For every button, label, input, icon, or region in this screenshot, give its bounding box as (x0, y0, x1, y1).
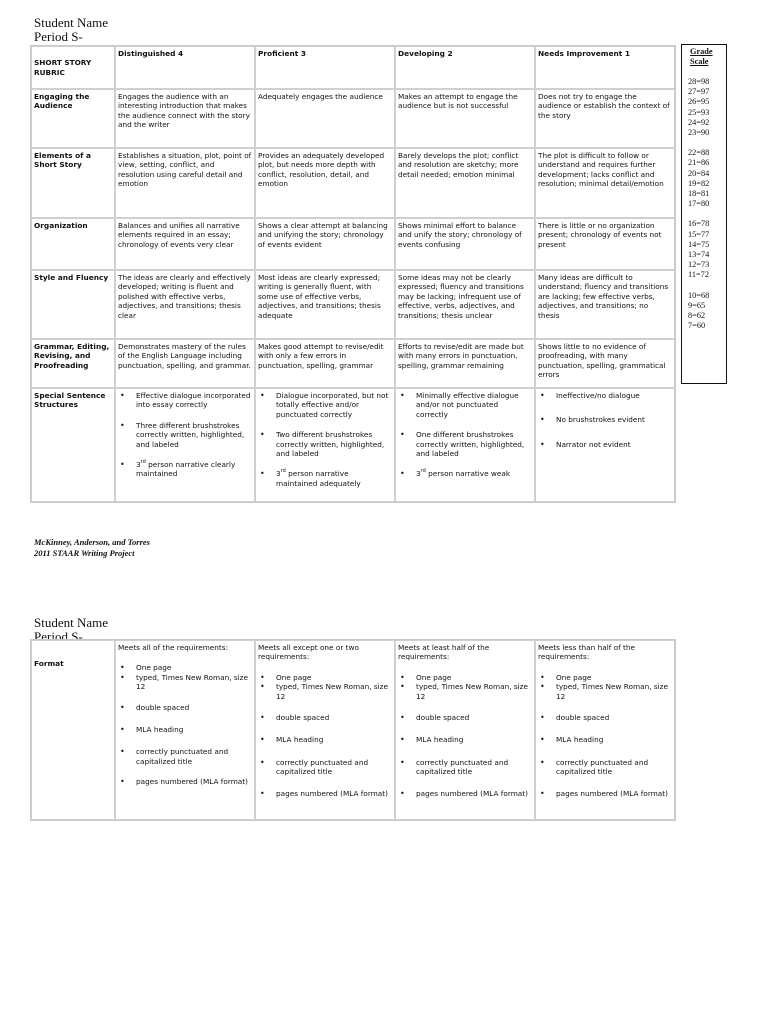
table-cell: Some ideas may not be clearly expressed; fluency and transitions may be lacking; infrequent use of effective, verbs, adjectives, and transitions; thesis unclear (395, 270, 535, 339)
table-cell: Demonstrates mastery of the rules of the English Language including punctuation, spelling, and grammar. (115, 339, 255, 388)
grade-group (688, 148, 723, 209)
bullet-list (538, 673, 672, 798)
column-intro: Meets less than half of the requirements: (538, 643, 635, 662)
list-item: • Effective dialogue incorporated into essay correctly (118, 391, 252, 410)
column-intro: Meets all except one or two requirements: (258, 643, 359, 662)
row-label-organization: Organization (31, 218, 115, 270)
bullet-list (538, 391, 672, 449)
list-item (118, 460, 252, 479)
ordinal-number: 3 (416, 469, 421, 479)
ordinal-number: 3 (136, 460, 141, 470)
table-cell: Shows minimal effort to balance and unify the story; chronology of events confusing (395, 218, 535, 270)
row-label-special-sentences: Special Sentence Structures (31, 388, 115, 502)
column-header-needs-improvement: Needs Improvement 1 (535, 46, 675, 89)
grade-entry: 20=84 (688, 168, 710, 178)
column-header-distinguished: Distinguished 4 (115, 46, 255, 89)
list-item-text: person narrative weak (428, 469, 511, 479)
grade-entry: 12=73 (688, 260, 710, 270)
column-intro: Meets at least half of the requirements: (398, 643, 490, 662)
grade-entry: 26=95 (688, 97, 710, 107)
grade-entry: 9=65 (688, 300, 706, 310)
grade-entry: 17=80 (688, 199, 710, 209)
row-label-format: Format (31, 640, 115, 820)
grade-entry: 8=62 (688, 311, 706, 321)
list-item: • correctly punctuated and capitalized title (118, 747, 252, 766)
ordinal-suffix: rd (140, 459, 146, 466)
table-cell: Many ideas are difficult to understand; fluency and transitions are lacking; few effective verbs, adjectives, and transitions; no thesis (535, 270, 675, 339)
list-item: • double spaced (118, 703, 252, 712)
grade-group (688, 77, 723, 138)
column-header-developing: Developing 2 (395, 46, 535, 89)
list-item: • correctly punctuated and capitalized title (538, 758, 672, 777)
grade-scale-title: Grade Scale (690, 47, 713, 66)
table-cell: Most ideas are clearly expressed; writing is generally fluent, with some use of effective verbs, adjectives, and transitions; thesis adequate (255, 270, 395, 339)
list-item: • One page (118, 663, 252, 672)
grade-entry: 14=75 (688, 239, 710, 249)
bullet-list (258, 391, 392, 488)
bullet-list (398, 673, 532, 798)
list-item: • MLA heading (118, 725, 252, 734)
table-cell: Makes good attempt to revise/edit with only a few errors in punctuation, spelling, grammar (255, 339, 395, 388)
grade-scale-box (681, 44, 727, 384)
table-cell: Shows a clear attempt at balancing and unifying the story; chronology of events evident (255, 218, 395, 270)
grade-entry: 27=97 (688, 87, 710, 97)
grade-entry: 16=78 (688, 219, 710, 229)
grade-entry: 22=88 (688, 148, 710, 158)
table-row (31, 388, 675, 502)
row-label-grammar: Grammar, Editing, Revising, and Proofreading (31, 339, 115, 388)
table-cell: The ideas are clearly and effectively developed; writing is fluent and polished with effective verbs, adjectives, and transitions; thesis clear (115, 270, 255, 339)
list-item: • Dialogue incorporated, but not totally effective and/or punctuated correctly (258, 391, 392, 419)
grade-entry: 23=90 (688, 128, 710, 138)
format-rubric-table (30, 639, 676, 821)
table-cell: Efforts to revise/edit are made but with many errors in punctuation, spelling, grammar remaining (395, 339, 535, 388)
table-cell (255, 388, 395, 502)
grade-entry: 13=74 (688, 250, 710, 260)
list-item: • Two different brushstrokes correctly written, highlighted, and labeled (258, 430, 392, 458)
row-label-elements: Elements of a Short Story (31, 148, 115, 218)
table-cell (535, 388, 675, 502)
table-row (31, 640, 675, 820)
rubric-title: SHORT STORY RUBRIC (31, 46, 115, 89)
list-item: • Narrator not evident (538, 440, 672, 449)
list-item: • One different brushstrokes correctly written, highlighted, and labeled (398, 430, 532, 458)
list-item: • One page (538, 673, 672, 682)
student-name-label: Student Name (34, 615, 109, 630)
bullet-list (398, 391, 532, 479)
period-label: Period S- (34, 29, 83, 44)
ordinal-number: 3 (276, 469, 281, 479)
table-cell: Makes an attempt to engage the audience but is not successful (395, 89, 535, 148)
row-label-style: Style and Fluency (31, 270, 115, 339)
grade-entry: 18=81 (688, 189, 710, 199)
table-cell (395, 388, 535, 502)
table-cell (115, 388, 255, 502)
list-item: • pages numbered (MLA format) (398, 789, 532, 798)
table-row (31, 148, 675, 218)
grade-entry: 21=86 (688, 158, 710, 168)
bullet-list (118, 663, 252, 786)
list-item: • double spaced (258, 713, 392, 722)
grade-entry: 10=68 (688, 290, 710, 300)
list-item: • pages numbered (MLA format) (258, 789, 392, 798)
grade-entry: 25=93 (688, 107, 710, 117)
list-item-text: person narrative clearly maintained (136, 460, 236, 479)
bullet-list (258, 673, 392, 798)
table-row (31, 218, 675, 270)
bullet-list (118, 391, 252, 479)
list-item: • pages numbered (MLA format) (118, 777, 252, 786)
grade-entry: 19=82 (688, 178, 710, 188)
list-item: • typed, Times New Roman, size 12 (258, 682, 392, 701)
list-item: • double spaced (538, 713, 672, 722)
table-cell: Shows little to no evidence of proofreading, with many punctuation, spelling, grammatical errors (535, 339, 675, 388)
list-item: • MLA heading (398, 735, 532, 744)
list-item: • typed, Times New Roman, size 12 (538, 682, 672, 701)
table-cell: The plot is difficult to follow or understand and requires further development; lacks conflict and resolution; minimal detail/emotion (535, 148, 675, 218)
list-item: • typed, Times New Roman, size 12 (118, 673, 252, 692)
credit-authors: McKinney, Anderson, and Torres (34, 537, 150, 547)
list-item: • Minimally effective dialogue and/or not punctuated correctly (398, 391, 532, 419)
grade-entry: 15=77 (688, 229, 710, 239)
list-item: • One page (258, 673, 392, 682)
table-cell (115, 640, 255, 820)
table-cell (255, 640, 395, 820)
table-cell (395, 640, 535, 820)
table-cell: There is little or no organization present; chronology of events not present (535, 218, 675, 270)
row-label-engaging: Engaging the Audience (31, 89, 115, 148)
grade-group (688, 219, 723, 280)
table-cell: Provides an adequately developed plot, but needs more depth with conflict, resolution, detail, and emotion (255, 148, 395, 218)
grade-entry: 7=60 (688, 321, 706, 331)
table-cell: Engages the audience with an interesting introduction that makes the audience connect with the story and the writer (115, 89, 255, 148)
ordinal-suffix: rd (280, 468, 286, 475)
grade-entry: 28=98 (688, 77, 710, 86)
list-item: • MLA heading (538, 735, 672, 744)
table-cell (535, 640, 675, 820)
rubric-header-row (31, 46, 675, 89)
list-item: • double spaced (398, 713, 532, 722)
grade-entry: 24=92 (688, 117, 710, 127)
grade-entry: 11=72 (688, 270, 709, 280)
column-header-proficient: Proficient 3 (255, 46, 395, 89)
list-item: • pages numbered (MLA format) (538, 789, 672, 798)
credit-project: 2011 STAAR Writing Project (34, 548, 135, 558)
grade-group (688, 291, 723, 332)
list-item (398, 469, 532, 478)
table-cell: Does not try to engage the audience or establish the context of the story (535, 89, 675, 148)
student-name-label: Student Name (34, 15, 109, 30)
list-item (258, 469, 392, 488)
table-row (31, 270, 675, 339)
period-label: Period S- (34, 629, 83, 644)
list-item: • correctly punctuated and capitalized title (258, 758, 392, 777)
table-cell: Balances and unifies all narrative elements required in an essay; chronology of events very clear (115, 218, 255, 270)
table-cell: Adequately engages the audience (255, 89, 395, 148)
top-header (34, 16, 108, 44)
list-item: • No brushstrokes evident (538, 415, 672, 424)
column-intro: Meets all of the requirements: (118, 643, 229, 652)
list-item: • typed, Times New Roman, size 12 (398, 682, 532, 701)
table-row (31, 339, 675, 388)
table-cell: Establishes a situation, plot, point of view, setting, conflict, and resolution using careful detail and emotion (115, 148, 255, 218)
list-item-text: person narrative maintained adequately (276, 469, 361, 488)
list-item: • correctly punctuated and capitalized title (398, 758, 532, 777)
list-item: • One page (398, 673, 532, 682)
credit-block (34, 537, 150, 559)
list-item: • Ineffective/no dialogue (538, 391, 672, 400)
table-cell: Barely develops the plot; conflict and resolution are sketchy; more detail needed; emotion minimal (395, 148, 535, 218)
table-row (31, 89, 675, 148)
ordinal-suffix: rd (420, 468, 426, 475)
list-item: • Three different brushstrokes correctly written, highlighted, and labeled (118, 421, 252, 449)
list-item: • MLA heading (258, 735, 392, 744)
short-story-rubric-table (30, 45, 676, 503)
